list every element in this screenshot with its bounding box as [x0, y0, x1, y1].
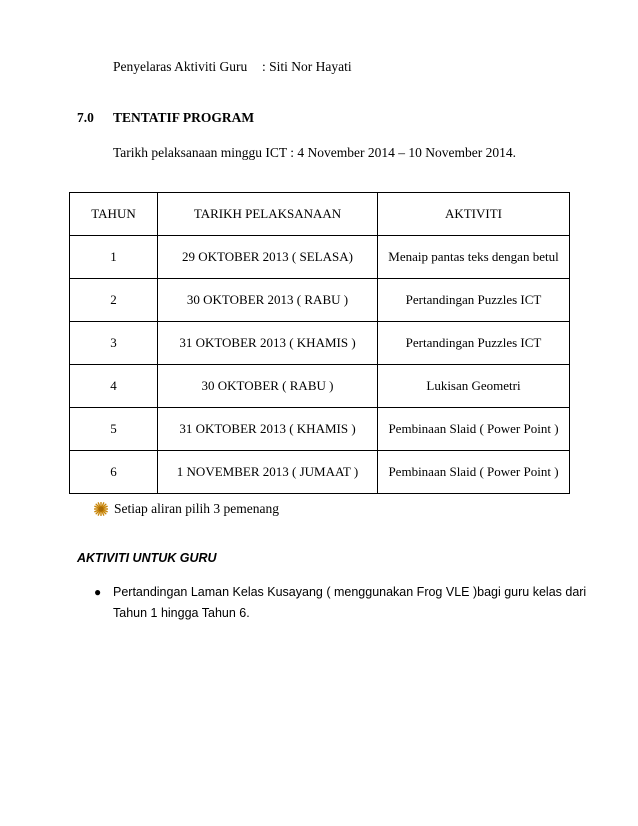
bullet-icon: ● — [94, 585, 102, 599]
cell-aktiviti: Pertandingan Puzzles ICT — [378, 322, 570, 365]
header-tarikh: TARIKH PELAKSANAAN — [158, 193, 378, 236]
table-row — [70, 322, 570, 365]
cell-tarikh: 30 OKTOBER ( RABU ) — [158, 365, 378, 408]
table-header-row — [70, 193, 570, 236]
section-number: 7.0 — [77, 110, 94, 125]
cell-tahun: 3 — [70, 322, 158, 365]
header-tahun: TAHUN — [70, 193, 158, 236]
table-row — [70, 365, 570, 408]
cell-tarikh: 29 OKTOBER 2013 ( SELASA) — [158, 236, 378, 279]
teacher-activity-heading: AKTIVITI UNTUK GURU — [77, 551, 217, 565]
list-item — [94, 582, 594, 624]
cell-tahun: 4 — [70, 365, 158, 408]
cell-aktiviti: Pembinaan Slaid ( Power Point ) — [378, 408, 570, 451]
cell-tarikh: 1 NOVEMBER 2013 ( JUMAAT ) — [158, 451, 378, 494]
schedule-table — [69, 192, 570, 494]
cell-tahun: 2 — [70, 279, 158, 322]
cell-aktiviti: Menaip pantas teks dengan betul — [378, 236, 570, 279]
cell-aktiviti: Pembinaan Slaid ( Power Point ) — [378, 451, 570, 494]
section-title: TENTATIF PROGRAM — [113, 110, 255, 125]
winner-note-text: Setiap aliran pilih 3 pemenang — [114, 501, 279, 516]
implementation-date-line: Tarikh pelaksanaan minggu ICT : 4 November 2014 – 10 November 2014. — [113, 145, 516, 160]
sunburst-icon — [94, 502, 108, 516]
cell-tahun: 6 — [70, 451, 158, 494]
cell-tarikh: 31 OKTOBER 2013 ( KHAMIS ) — [158, 408, 378, 451]
table-row — [70, 279, 570, 322]
cell-tahun: 1 — [70, 236, 158, 279]
cell-aktiviti: Pertandingan Puzzles ICT — [378, 279, 570, 322]
coordinator-label: Penyelaras Aktiviti Guru — [113, 59, 248, 74]
list-item-text: Pertandingan Laman Kelas Kusayang ( menggunakan Frog VLE )bagi guru kelas dari Tahun 1 hingga Tahun 6. — [113, 585, 587, 620]
table-row — [70, 236, 570, 279]
cell-tarikh: 31 OKTOBER 2013 ( KHAMIS ) — [158, 322, 378, 365]
header-aktiviti: AKTIVITI — [378, 193, 570, 236]
coordinator-value: : Siti Nor Hayati — [262, 59, 352, 74]
table-row — [70, 408, 570, 451]
cell-tahun: 5 — [70, 408, 158, 451]
winner-note — [94, 501, 279, 517]
table-row — [70, 451, 570, 494]
cell-tarikh: 30 OKTOBER 2013 ( RABU ) — [158, 279, 378, 322]
cell-aktiviti: Lukisan Geometri — [378, 365, 570, 408]
